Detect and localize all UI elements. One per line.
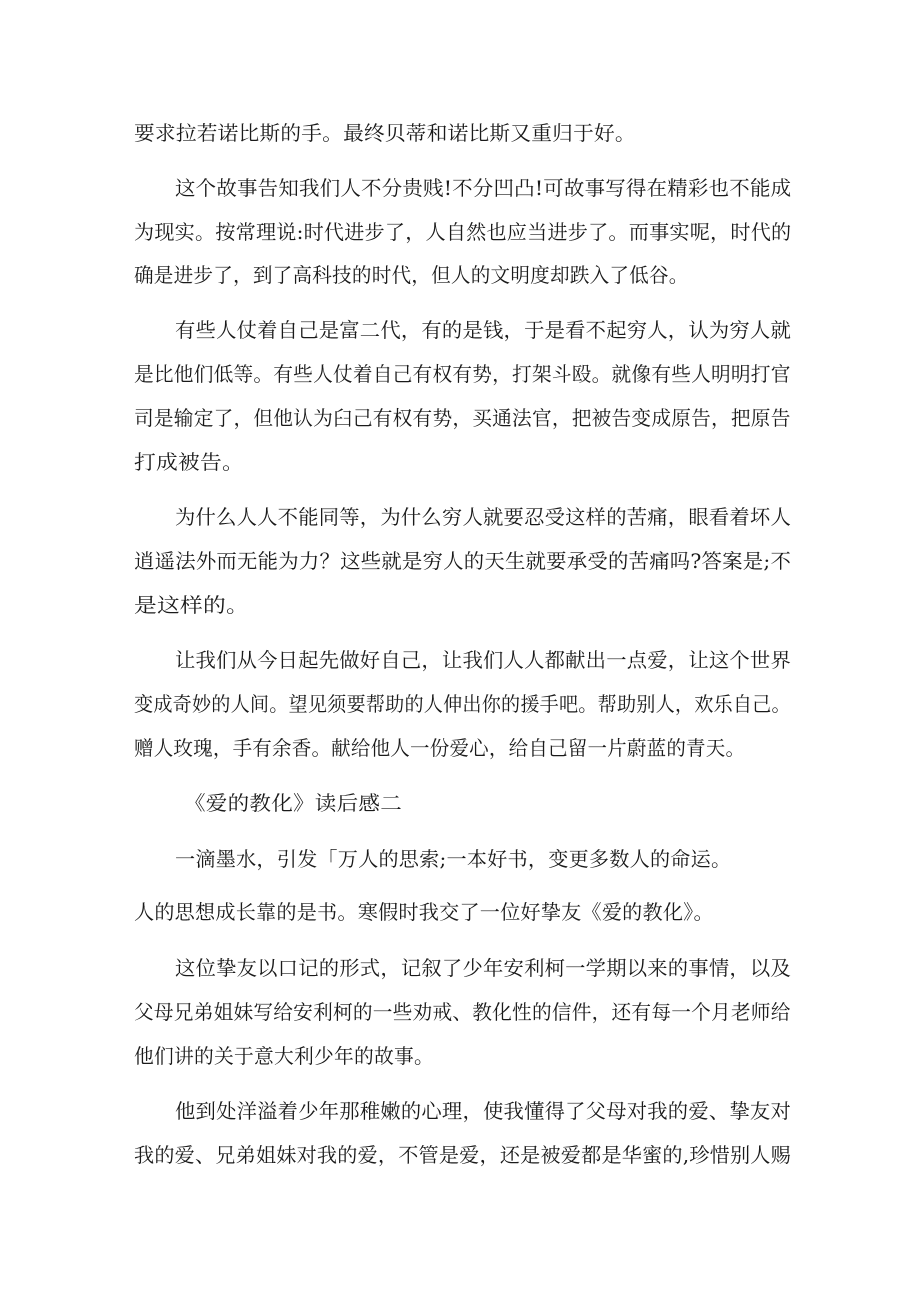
text-line: 我的爱、兄弟姐妹对我的爱，不管是爱，还是被爱都是华蜜的,珍惜别人赐 [134,1143,791,1167]
text-line: 确是进步了，到了高科技的时代，但人的文明度却跌入了低谷。 [134,263,689,287]
text-line: 有些人仗着自己是富二代，有的是钱，于是看不起穷人，认为穷人就 [175,318,791,342]
text-line: 他们讲的关于意大利少年的故事。 [134,1044,434,1068]
text-line: 打成被告。 [134,450,244,474]
text-line: 逍遥法外而无能为力？这些就是穷人的天生就要承受的苦痛吗?答案是;不 [134,549,792,573]
text-line: 为什么人人不能同等，为什么穷人就要忍受这样的苦痛，眼看着坏人 [175,505,791,529]
text-line: 父母兄弟姐妹写给安利柯的一些劝戒、教化性的信件，还有每一个月老师给 [134,1000,791,1024]
text-line: 为现实。按常理说:时代进步了，人自然也应当进步了。而事实呢，时代的 [134,220,792,244]
text-line: 是比他们低等。有些人仗着自己有权有势，打架斗殴。就像有些人明明打官 [134,362,791,386]
text-line: 他到处洋溢着少年那稚嫩的心理，使我懂得了父母对我的爱、挚友对 [175,1099,791,1123]
text-line: 司是输定了，但他认为臼己有权有势，买通法官，把被告变成原告，把原告 [134,406,791,430]
text-line: 要求拉若诺比斯的手。最终贝蒂和诺比斯又重归于好。 [134,121,636,145]
text-line: 让我们从今日起先做好自己，让我们人人都献出一点爱，让这个世界 [175,648,791,672]
section-heading: 《爱的教化》读后感二 [184,791,402,815]
text-line: 是这样的。 [134,593,249,617]
text-line: 人的思想成长靠的是书。寒假时我交了一位好挚友《爱的教化》。 [134,900,714,924]
text-line: 变成奇妙的人间。望见须要帮助的人伸出你的援手吧。帮助别人，欢乐自己。 [134,692,791,716]
text-line: 这个故事告知我们人不分贵贱!不分凹凸!可故事写得在精彩也不能成 [175,176,792,200]
text-line: 一滴墨水，引发「万人的思索;一本好书，变更多数人的命运。 [175,847,732,871]
text-line: 这位挚友以口记的形式，记叙了少年安利柯一学期以来的事情，以及 [175,956,791,980]
text-line: 赠人玫瑰，手有余香。献给他人一份爱心，给自己留一片蔚蓝的青天。 [134,736,746,760]
